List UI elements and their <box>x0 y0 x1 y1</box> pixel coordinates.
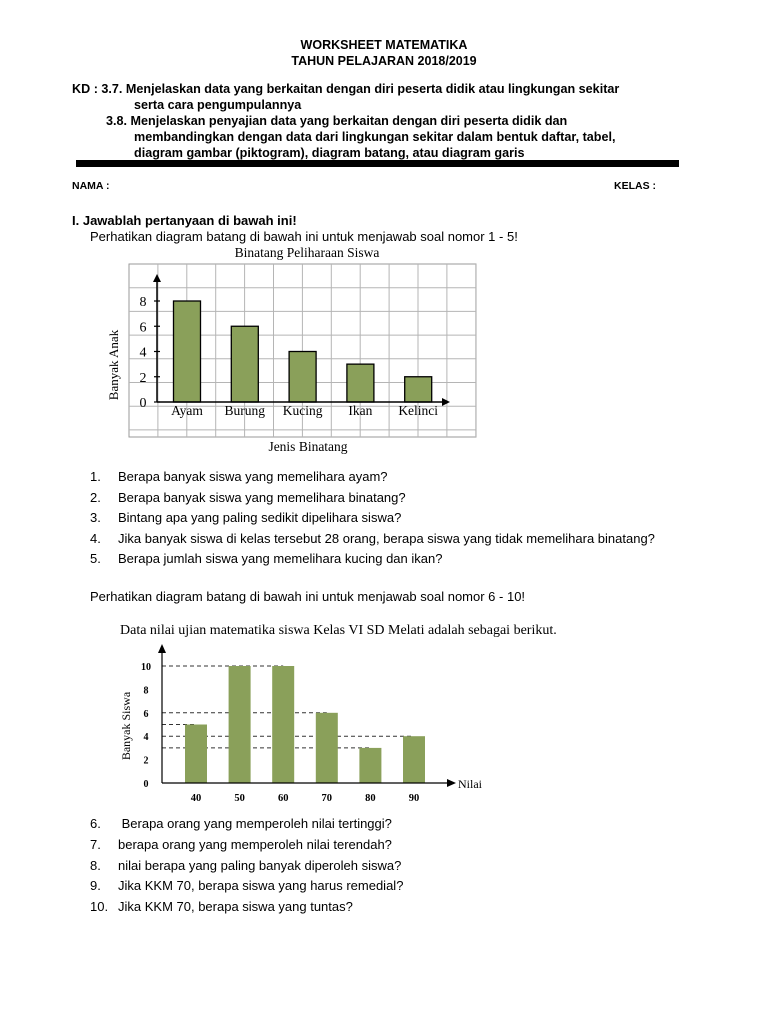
category-label: Kucing <box>282 403 323 418</box>
question-text: Berapa banyak siswa yang memelihara ayam? <box>118 469 388 484</box>
nama-label: NAMA : <box>72 180 110 192</box>
school-year: TAHUN PELAJARAN 2018/2019 <box>291 54 477 68</box>
kd-line-1: KD : 3.7. Menjelaskan data yang berkaitan dengan diri peserta didik atau lingkungan sekitar <box>72 82 620 96</box>
bar-kucing <box>289 352 316 403</box>
question-number: 10. <box>90 899 109 915</box>
chart-pets <box>105 242 485 457</box>
question-text: berapa orang yang memperoleh nilai terendah? <box>118 836 392 852</box>
question-item <box>90 837 392 852</box>
bar-ayam <box>174 301 201 402</box>
kd-line-5: diagram gambar (piktogram), diagram batang, atau diagram garis <box>134 146 525 160</box>
intro-chart-2: Perhatikan diagram batang di bawah ini untuk menjawab soal nomor 6 - 10! <box>90 589 526 604</box>
question-number: 9. <box>90 878 101 894</box>
kd-line-4: membandingkan dengan data dari lingkungan sekitar dalam bentuk daftar, tabel, <box>134 130 616 144</box>
y-tick-label: 8 <box>143 685 149 697</box>
question-item <box>90 551 442 566</box>
category-label: 70 <box>321 793 333 804</box>
kelas-label: KELAS : <box>614 180 656 192</box>
question-item <box>90 469 388 484</box>
category-label: 50 <box>234 793 245 804</box>
bar-nilai-60 <box>272 666 294 783</box>
chart-pets-title: Binatang Peliharaan Siswa <box>234 245 380 260</box>
y-tick-label: 6 <box>139 320 147 336</box>
bar-nilai-40 <box>185 725 207 784</box>
question-number: 3. <box>90 510 101 525</box>
category-label: Kelinci <box>398 403 439 418</box>
question-number: 7. <box>90 836 101 852</box>
chart-pets-ylabel: Banyak Anak <box>106 329 121 401</box>
intro-chart-1: Perhatikan diagram batang di bawah ini untuk menjawab soal nomor 1 - 5! <box>90 229 518 244</box>
chart-scores <box>112 618 557 813</box>
bar-ikan <box>347 364 374 402</box>
bar-nilai-70 <box>316 713 338 783</box>
question-item <box>90 878 403 893</box>
question-item <box>90 510 401 525</box>
divider-rule <box>76 160 679 167</box>
kd-line-2: serta cara pengumpulannya <box>134 98 302 112</box>
category-label: Ayam <box>171 403 203 418</box>
y-tick-label: 0 <box>139 396 147 411</box>
y-tick-label: 0 <box>143 779 149 790</box>
kd-line-3: 3.8. Menjelaskan penyajian data yang berkaitan dengan diri peserta didik dan <box>106 114 568 128</box>
question-number: 4. <box>90 530 101 546</box>
category-label: Ikan <box>348 403 373 418</box>
bar-nilai-90 <box>403 736 425 783</box>
question-text: Bintang apa yang paling sedikit dipelihara siswa? <box>118 510 402 525</box>
question-number: 6. <box>90 816 101 831</box>
question-text: Berapa banyak siswa yang memelihara binatang? <box>118 489 406 505</box>
question-text: Jika KKM 70, berapa siswa yang harus remedial? <box>118 878 404 894</box>
section-heading: I. Jawablah pertanyaan di bawah ini! <box>72 213 297 228</box>
chart-scores-title: Data nilai ujian matematika siswa Kelas VI SD Melati adalah sebagai berikut. <box>120 623 557 638</box>
chart-pets-xlabel: Jenis Binatang <box>268 439 348 454</box>
y-tick-label: 8 <box>139 295 147 310</box>
question-number: 2. <box>90 489 101 505</box>
category-label: 60 <box>277 793 289 804</box>
question-item <box>90 899 353 914</box>
y-axis-arrow <box>158 644 166 653</box>
category-label: 90 <box>408 793 420 804</box>
chart-scores-ylabel: Banyak Siswa <box>119 691 133 761</box>
question-number: 8. <box>90 857 101 873</box>
y-tick-label: 2 <box>143 755 149 767</box>
bar-burung <box>231 326 258 402</box>
question-text: Berapa jumlah siswa yang memelihara kucing dan ikan? <box>118 551 443 566</box>
category-label: 80 <box>365 793 376 804</box>
x-axis-arrow <box>447 779 456 787</box>
question-text: nilai berapa yang paling banyak diperoleh siswa? <box>118 857 402 873</box>
y-tick-label: 4 <box>143 732 149 744</box>
question-text: Berapa orang yang memperoleh nilai tertinggi? <box>118 816 392 831</box>
question-number: 1. <box>90 469 101 484</box>
question-item <box>90 531 655 546</box>
y-tick-label: 4 <box>139 345 147 361</box>
worksheet-title: WORKSHEET MATEMATIKA <box>300 38 468 52</box>
category-label: Burung <box>224 403 266 418</box>
category-label: 40 <box>190 793 202 804</box>
question-item <box>90 490 406 505</box>
question-item <box>90 858 401 873</box>
question-text: Jika banyak siswa di kelas tersebut 28 orang, berapa siswa yang tidak memelihara binatang? <box>118 530 655 546</box>
y-tick-label: 2 <box>139 370 147 386</box>
y-tick-label: 6 <box>143 708 149 720</box>
chart-scores-xlabel: Nilai <box>458 777 482 791</box>
bar-nilai-80 <box>359 748 381 783</box>
bar-nilai-50 <box>229 666 251 783</box>
y-tick-label: 10 <box>141 662 151 673</box>
question-text: Jika KKM 70, berapa siswa yang tuntas? <box>118 899 353 915</box>
question-number: 5. <box>90 551 101 566</box>
question-item <box>90 816 392 831</box>
bar-kelinci <box>405 377 432 402</box>
